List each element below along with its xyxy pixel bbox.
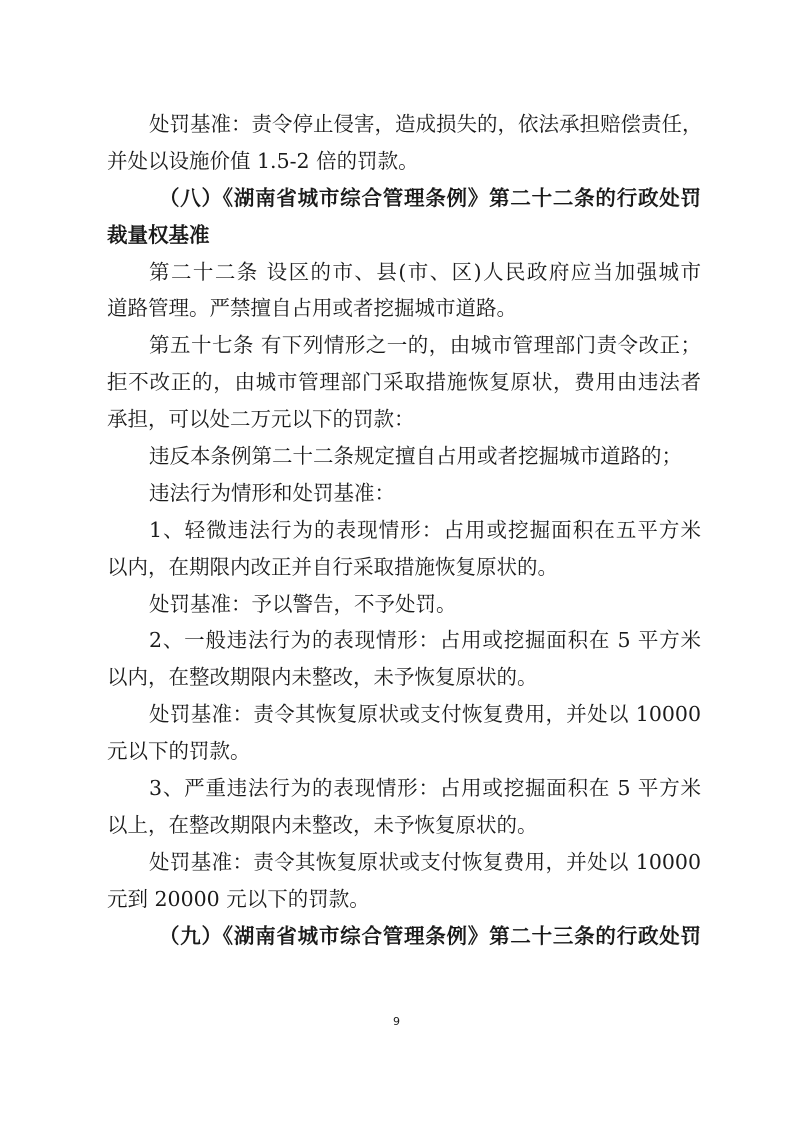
text-line: 第五十七条 有下列情形之一的，由城市管理部门责令改正；: [149, 333, 701, 358]
text-line: 处罚基准：责令其恢复原状或支付恢复费用，并处以 10000: [149, 702, 701, 727]
text-line: 道路管理。严禁擅自占用或者挖掘城市道路。: [107, 296, 517, 321]
text-line: 处罚基准：责令其恢复原状或支付恢复费用，并处以 10000: [149, 849, 701, 874]
text-line: 处罚基准：责令停止侵害，造成损失的，依法承担赔偿责任，: [149, 112, 703, 136]
text-line: 元到 20000 元以下的罚款。: [107, 886, 370, 911]
page-number: 9: [393, 1015, 400, 1028]
text-line: 裁量权基准: [107, 222, 210, 247]
text-line: 3、严重违法行为的表现情形：占用或挖掘面积在 5 平方米: [149, 776, 701, 801]
paragraph: [107, 512, 701, 586]
text-line: （八）《湖南省城市综合管理条例》第二十二条的行政处罚: [159, 185, 701, 210]
text-line: 拒不改正的，由城市管理部门采取措施恢复原状，费用由违法者: [107, 370, 701, 395]
text-line: 违反本条例第二十二条规定擅自占用或者挖掘城市道路的；: [149, 444, 682, 469]
paragraph: [107, 106, 701, 180]
paragraph: [107, 586, 701, 623]
text-line: 以内，在整改期限内未整改，未予恢复原状的。: [107, 665, 538, 690]
paragraph: [107, 254, 701, 328]
text-line: 1、轻微违法行为的表现情形：占用或挖掘面积在五平方米: [149, 517, 701, 542]
text-line: 2、一般违法行为的表现情形：占用或挖掘面积在 5 平方米: [149, 628, 701, 653]
paragraph: [107, 475, 701, 512]
document-body: [107, 106, 701, 954]
text-line: 并处以设施价值 1.5-2 倍的罚款。: [107, 148, 419, 173]
paragraph: [107, 622, 701, 696]
text-line: 元以下的罚款。: [107, 739, 251, 764]
section-heading: [107, 180, 701, 254]
paragraph: [107, 438, 701, 475]
text-line: （九）《湖南省城市综合管理条例》第二十三条的行政处罚: [159, 923, 701, 948]
text-line: 违法行为情形和处罚基准：: [149, 480, 395, 505]
paragraph: [107, 844, 701, 918]
text-line: 以上，在整改期限内未整改，未予恢复原状的。: [107, 812, 538, 837]
paragraph: [107, 327, 701, 438]
paragraph: [107, 770, 701, 844]
text-line: 第二十二条 设区的市、县(市、区)人民政府应当加强城市: [149, 259, 701, 284]
paragraph: [107, 696, 701, 770]
text-line: 处罚基准：予以警告，不予处罚。: [149, 591, 457, 616]
text-line: 承担，可以处二万元以下的罚款：: [107, 407, 415, 432]
section-heading: [107, 918, 701, 955]
text-line: 以内，在期限内改正并自行采取措施恢复原状的。: [107, 554, 558, 579]
